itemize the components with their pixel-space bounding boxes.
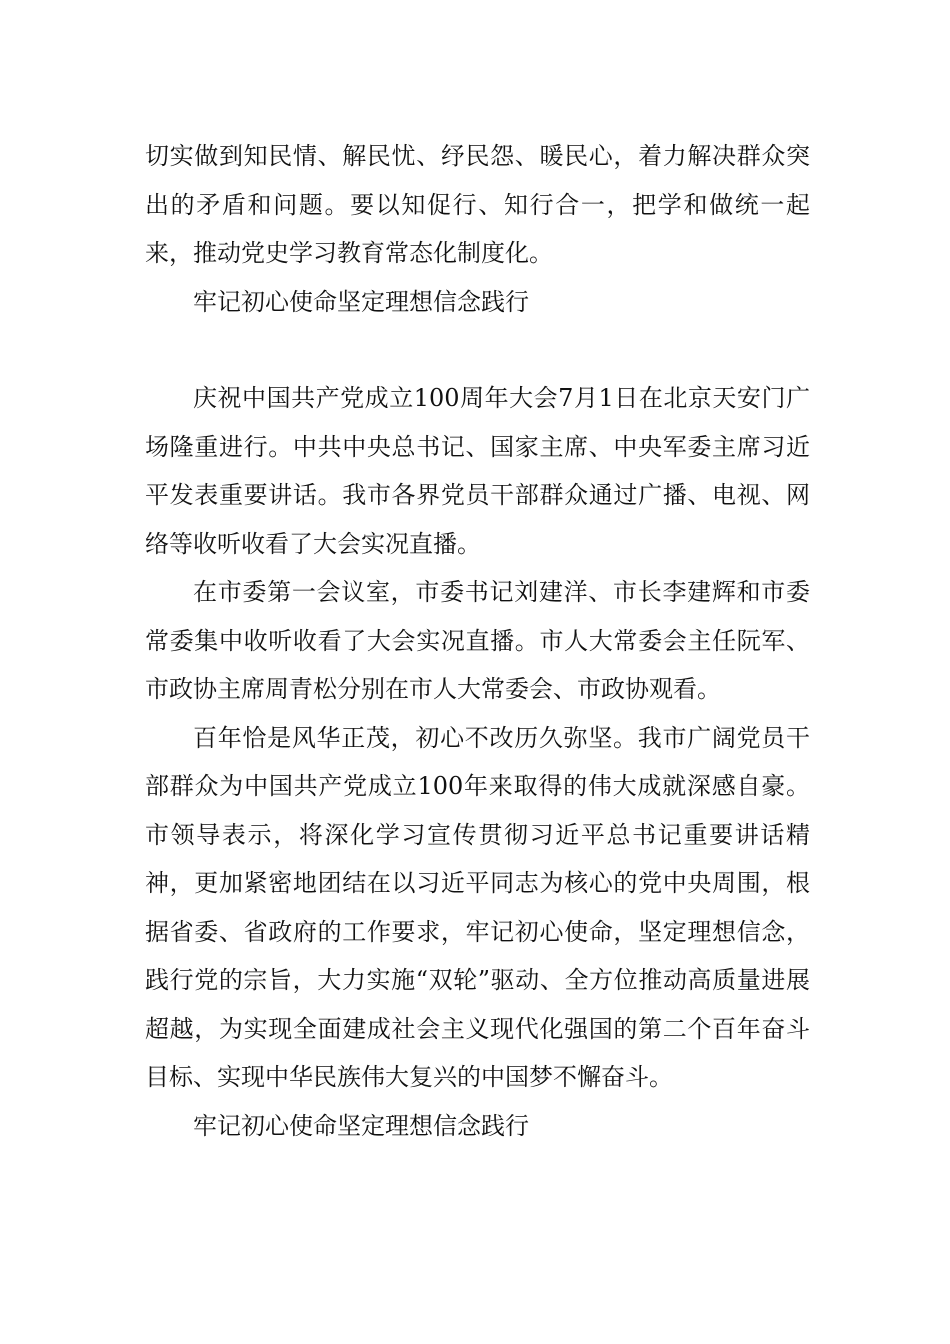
document-body: [145, 132, 810, 1150]
paragraph-celebration-meeting: 庆祝中国共产党成立100周年大会7月1日在北京天安门广场隆重进行。中共中央总书记、国家主席、中央军委主席习近平发表重要讲话。我市各界党员干部群众通过广播、电视、网络等收听收看了大会实况直播。: [145, 384, 810, 558]
continuation-paragraph: 切实做到知民情、解民忧、纾民怨、暖民心，着力解决群众突出的矛盾和问题。要以知促行、知行合一，把学和做统一起来，推动党史学习教育常态化制度化。: [145, 142, 810, 267]
blank-line: [145, 326, 810, 374]
paragraph-century-achievement: 百年恰是风华正茂，初心不改历久弥坚。我市广阔党员干部群众为中国共产党成立100年来取得的伟大成就深感自豪。市领导表示，将深化学习宣传贯彻习近平总书记重要讲话精神，更加紧密地团结在以习近平同志为核心的党中央周围，根据省委、省政府的工作要求，牢记初心使命，坚定理想信念，践行党的宗旨，大力实施“双轮”驱动、全方位推动高质量进展超越，为实现全面建成社会主义现代化强国的第二个百年奋斗目标、实现中华民族伟大复兴的中国梦不懈奋斗。: [145, 723, 810, 1091]
section-heading-2: 牢记初心使命坚定理想信念践行: [193, 1111, 529, 1140]
section-heading-1: 牢记初心使命坚定理想信念践行: [193, 287, 529, 316]
paragraph-municipal-committee: 在市委第一会议室，市委书记刘建洋、市长李建辉和市委常委集中收听收看了大会实况直播。市人大常委会主任阮军、市政协主席周青松分别在市人大常委会、市政协观看。: [145, 578, 810, 703]
